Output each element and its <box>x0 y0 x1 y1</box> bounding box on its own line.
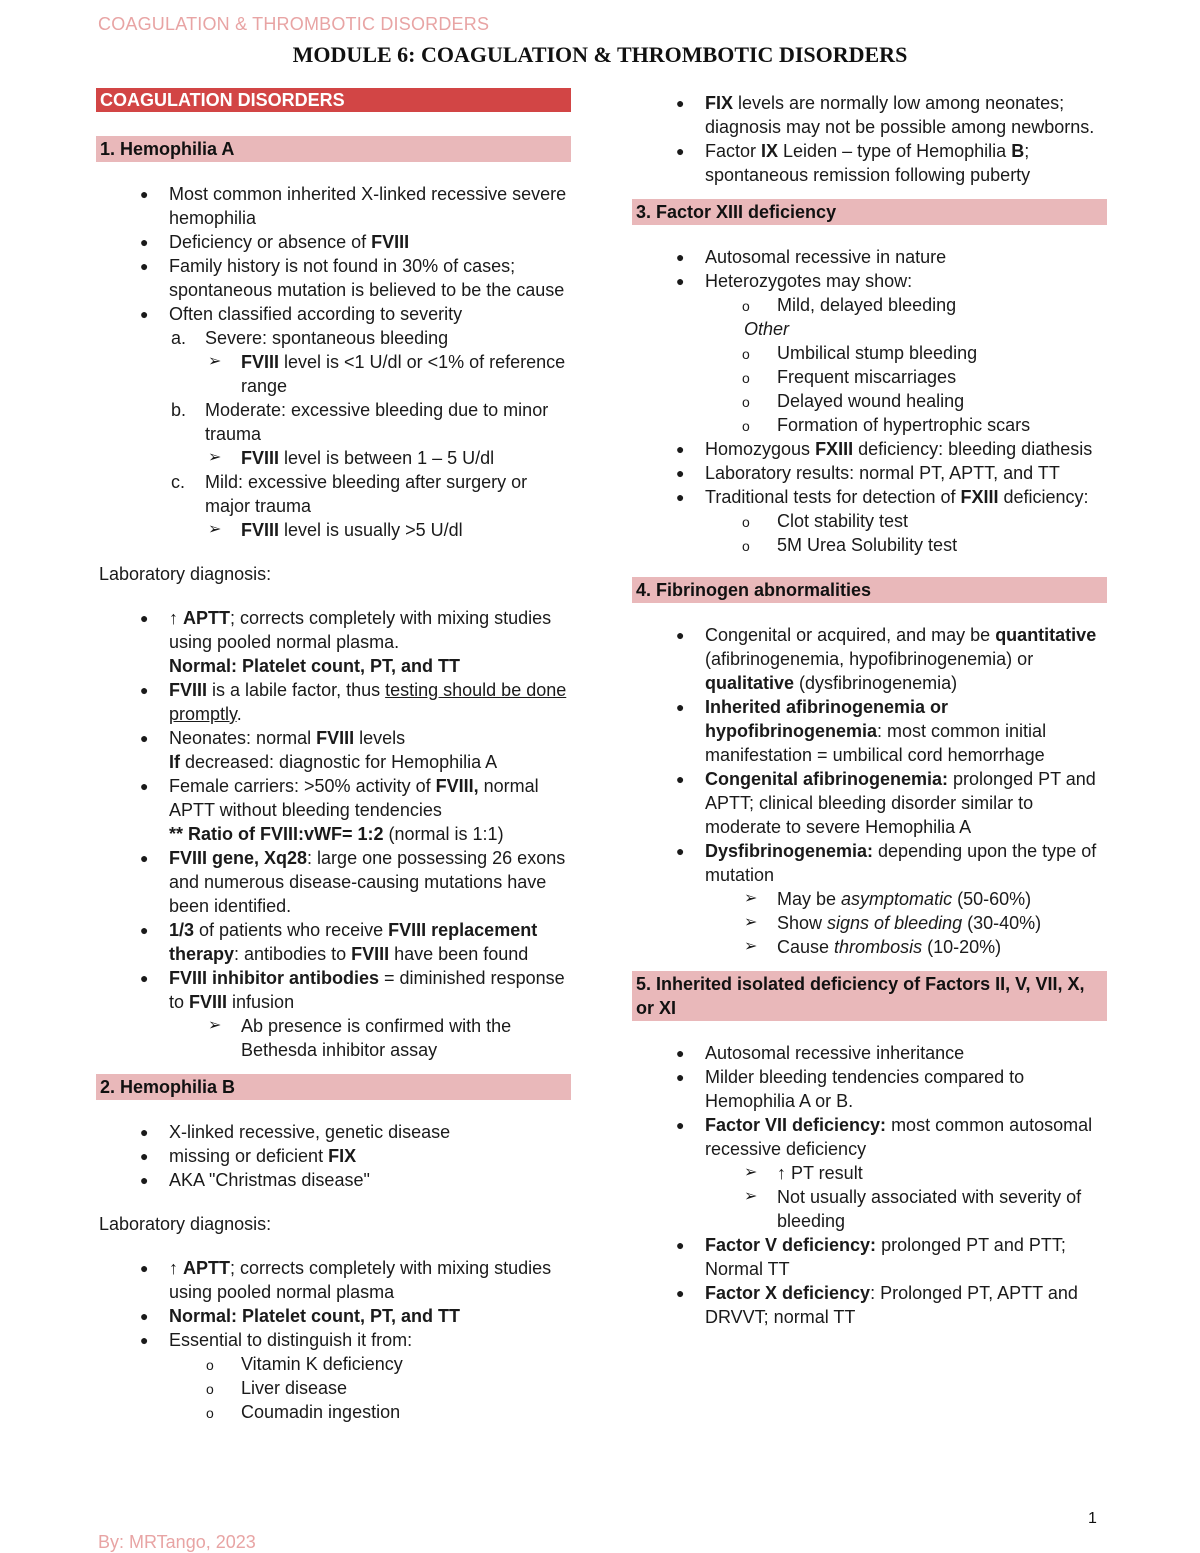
severity-item: b. Moderate: excessive bleeding due to minor trauma <box>171 400 549 444</box>
page-title: MODULE 6: COAGULATION & THROMBOTIC DISORDERS <box>292 42 908 67</box>
hemophilia-b-heading: 2. Hemophilia B <box>96 1074 571 1100</box>
list-item: ● Family history is not found in 30% of cases; spontaneous mutation is believed to be the cause <box>140 256 565 300</box>
fibrinogen-heading: 4. Fibrinogen abnormalities <box>632 577 1107 603</box>
list-item: ● Factor X deficiency: Prolonged PT, APTT and DRVVT; normal TT <box>676 1283 1078 1327</box>
page-number: 1 <box>1088 1510 1097 1527</box>
fibrinogen-list <box>632 623 1107 959</box>
list-item: ● X-linked recessive, genetic disease <box>140 1122 451 1142</box>
list-item: ● Often classified according to severity <box>140 304 463 324</box>
hemophilia-b-list <box>96 1120 571 1192</box>
list-subitem: ➢ Not usually associated with severity of bleeding <box>744 1187 1082 1231</box>
severity-detail: ➢ FVIII level is <1 U/dl or <1% of reference range <box>208 352 566 396</box>
list-item: ● 1/3 of patients who receive FVIII replacement therapy: antibodies to FVIII have been found <box>140 920 538 964</box>
list-item: ● Normal: Platelet count, PT, and TT <box>140 1306 461 1326</box>
list-subitem: o Vitamin K deficiency <box>206 1354 403 1374</box>
hemophilia-a-heading: 1. Hemophilia A <box>96 136 571 162</box>
running-header: COAGULATION & THROMBOTIC DISORDERS <box>98 14 490 34</box>
list-item: ● Laboratory results: normal PT, APTT, and TT <box>676 463 1060 483</box>
list-item: ● FIX levels are normally low among neonates; diagnosis may not be possible among newborns. <box>676 93 1095 137</box>
list-subitem: o Frequent miscarriages <box>742 367 957 387</box>
list-item: ● missing or deficient FIX <box>140 1146 357 1166</box>
list-item: ● Most common inherited X-linked recessive severe hemophilia <box>140 184 567 228</box>
hemophilia-a-lab-list <box>96 606 571 1062</box>
list-item: ● Factor V deficiency: prolonged PT and PTT; Normal TT <box>676 1235 1066 1279</box>
list-item: ● Neonates: normal FVIII levels If decreased: diagnostic for Hemophilia A <box>140 728 498 772</box>
lab-diagnosis-label: Laboratory diagnosis: <box>99 1214 272 1234</box>
list-item: ● Congenital or acquired, and may be quantitative (afibrinogenemia, hypofibrinogenemia) or qualitative (dysfibrinogenemia) <box>676 625 1097 693</box>
inherited-deficiency-list <box>632 1041 1107 1329</box>
list-subitem: ➢ Ab presence is confirmed with the Bethesda inhibitor assay <box>208 1016 512 1060</box>
list-subitem: o Mild, delayed bleeding <box>742 295 957 315</box>
factor-xiii-list <box>632 245 1107 557</box>
section-heading: COAGULATION DISORDERS <box>96 88 571 112</box>
list-item: ● Essential to distinguish it from: <box>140 1330 413 1350</box>
list-subitem: ➢ ↑ PT result <box>744 1163 863 1183</box>
list-subitem: o Umbilical stump bleeding <box>742 343 978 363</box>
severity-detail: ➢ FVIII level is usually >5 U/dl <box>208 520 463 540</box>
list-item: ● Dysfibrinogenemia: depending upon the type of mutation <box>676 841 1097 885</box>
list-item: ● FVIII gene, Xq28: large one possessing 26 exons and numerous disease-causing mutations have been identified. <box>140 848 566 916</box>
list-subitem: ➢ Cause thrombosis (10-20%) <box>744 937 1002 957</box>
list-subitem: o Formation of hypertrophic scars <box>742 415 1031 435</box>
list-item: ● ↑ APTT; corrects completely with mixing studies using pooled normal plasma. Normal: Platelet count, PT, and TT <box>140 608 552 676</box>
hemophilia-a-list <box>96 182 571 542</box>
list-item: ● Factor VII deficiency: most common autosomal recessive deficiency <box>676 1115 1093 1159</box>
other-label: Other <box>744 319 790 339</box>
list-item: ● Congenital afibrinogenemia: prolonged PT and APTT; clinical bleeding disorder similar to moderate to severe Hemophilia A <box>676 769 1096 837</box>
left-column <box>96 88 571 1424</box>
severity-detail: ➢ FVIII level is between 1 – 5 U/dl <box>208 448 495 468</box>
list-subitem: ➢ May be asymptomatic (50-60%) <box>744 889 1032 909</box>
right-column <box>632 91 1107 1329</box>
list-subitem: o 5M Urea Solubility test <box>742 535 958 555</box>
list-item: ● AKA "Christmas disease" <box>140 1170 370 1190</box>
list-item: ● Factor IX Leiden – type of Hemophilia B; spontaneous remission following puberty <box>676 141 1031 185</box>
list-item: ● FVIII inhibitor antibodies = diminished response to FVIII infusion <box>140 968 565 1012</box>
list-item: ● Autosomal recessive inheritance <box>676 1043 965 1063</box>
list-subitem: o Delayed wound healing <box>742 391 965 411</box>
severity-item: c. Mild: excessive bleeding after surgery or major trauma <box>171 472 528 516</box>
list-item: ● Deficiency or absence of FVIII <box>140 232 410 252</box>
list-item: ● Milder bleeding tendencies compared to Hemophilia A or B. <box>676 1067 1025 1111</box>
author-footer: By: MRTango, 2023 <box>98 1532 256 1552</box>
hemophilia-b-continued-list <box>632 91 1107 187</box>
list-item: ● Homozygous FXIII deficiency: bleeding diathesis <box>676 439 1093 459</box>
list-subitem: o Coumadin ingestion <box>206 1402 401 1422</box>
list-item: ● Heterozygotes may show: <box>676 271 913 291</box>
list-item: ● Traditional tests for detection of FXIII deficiency: <box>676 487 1089 507</box>
list-subitem: o Clot stability test <box>742 511 909 531</box>
list-item: ● Inherited afibrinogenemia or hypofibrinogenemia: most common initial manifestation = umbilical cord hemorrhage <box>676 697 1047 765</box>
list-subitem: ➢ Show signs of bleeding (30-40%) <box>744 913 1042 933</box>
hemophilia-b-lab-list <box>96 1256 571 1424</box>
list-item: ● FVIII is a labile factor, thus testing should be done promptly. <box>140 680 567 724</box>
severity-item: a. Severe: spontaneous bleeding <box>171 328 449 348</box>
list-item: ● Autosomal recessive in nature <box>676 247 947 267</box>
factor-xiii-heading: 3. Factor XIII deficiency <box>632 199 1107 225</box>
inherited-deficiency-heading: 5. Inherited isolated deficiency of Factors II, V, VII, X, or XI <box>632 971 1107 1021</box>
list-item: ● Female carriers: >50% activity of FVIII, normal APTT without bleeding tendencies ** Ratio of FVIII:vWF= 1:2 (normal is 1:1) <box>140 776 539 844</box>
lab-diagnosis-label: Laboratory diagnosis: <box>99 564 272 584</box>
list-item: ● ↑ APTT; corrects completely with mixing studies using pooled normal plasma <box>140 1258 552 1302</box>
list-subitem: o Liver disease <box>206 1378 348 1398</box>
